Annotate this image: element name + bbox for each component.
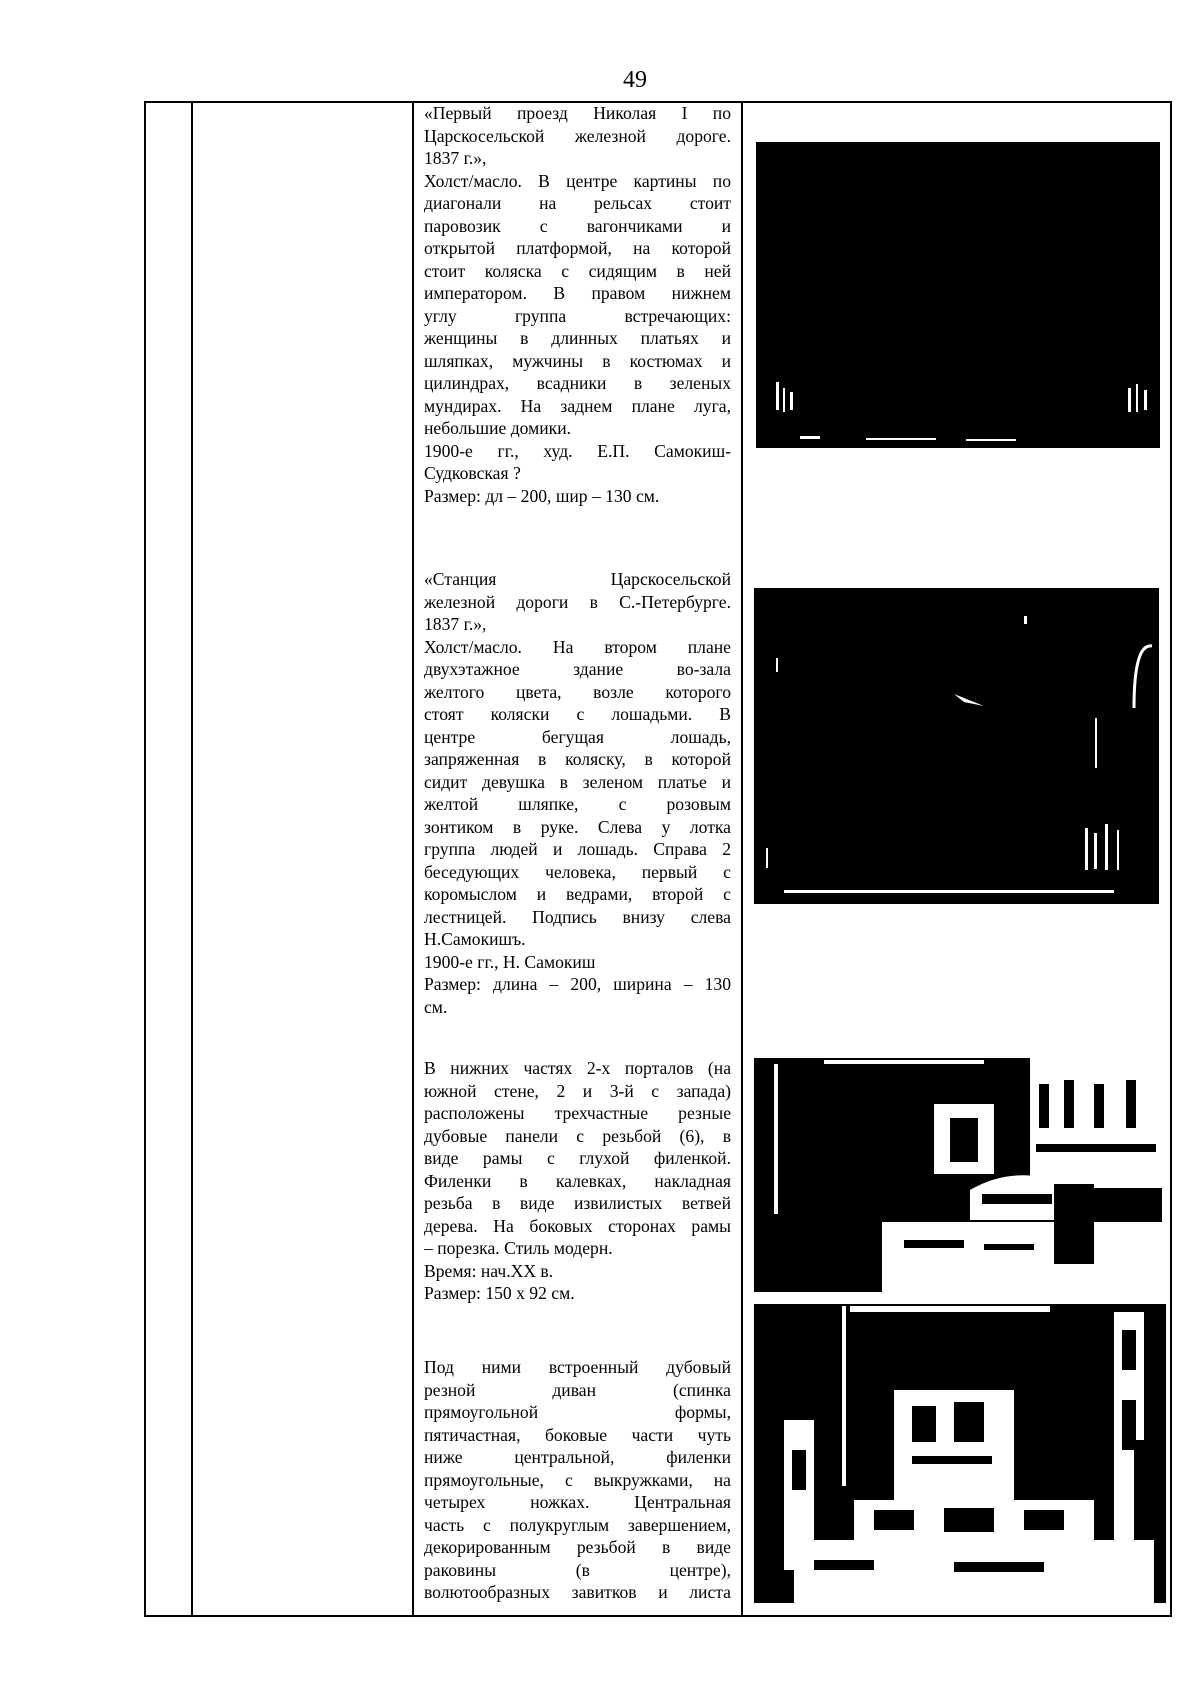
entry-description-1: [424, 102, 731, 507]
desc-line: волютообразных завитков и листа: [424, 1582, 731, 1602]
panel-photo: [754, 1044, 1162, 1292]
desc-line: углу группа встречающих:: [424, 305, 731, 326]
desc-line: центре бегущая лошадь,: [424, 726, 731, 747]
desc-line: Под ними встроенный дубовый: [424, 1357, 731, 1377]
desc-line: лестницей. Подпись внизу слева: [424, 906, 731, 927]
entry-description-3: [424, 1057, 731, 1305]
desc-line: беседующих человека, первый с: [424, 861, 731, 882]
desc-line: см.: [424, 996, 448, 1017]
desc-line: дубовые панели с резьбой (6), в: [424, 1125, 731, 1146]
painting-photo-1: [756, 142, 1160, 448]
desc-line: мундирах. На заднем плане луга,: [424, 395, 731, 416]
desc-line: императором. В правом нижнем: [424, 283, 731, 303]
desc-line: Царскосельской железной дороге.: [424, 125, 731, 146]
desc-line: Холст/масло. В центре картины по: [424, 170, 731, 191]
photo-detail: [754, 1300, 1166, 1603]
desc-line: ниже центральной, филенки: [424, 1447, 731, 1467]
desc-line: Холст/масло. На втором плане: [424, 636, 731, 657]
desc-line: 1837 г.»,: [424, 148, 487, 168]
desc-line: Размер: длина – 200, ширина – 130: [424, 974, 731, 994]
desc-line: цилиндрах, всадники в зеленых: [424, 373, 731, 393]
desc-line: стоят коляски с лошадьми. В: [424, 704, 731, 724]
desc-line: женщины в длинных платьях и: [424, 328, 731, 348]
desc-line: Н.Самокишъ.: [424, 929, 526, 949]
desc-line: Размер: 150 х 92 см.: [424, 1283, 575, 1303]
sofa-photo: [754, 1300, 1166, 1603]
desc-line: «Станция Царскосельской: [424, 569, 731, 589]
desc-line: часть с полукруглым завершением,: [424, 1514, 731, 1535]
desc-line: расположены трехчастные резные: [424, 1103, 731, 1123]
desc-line: виде рамы с глухой филенкой.: [424, 1148, 731, 1168]
desc-line: открытой платформой, на которой: [424, 238, 731, 258]
desc-line: Филенки в калевках, накладная: [424, 1170, 731, 1191]
desc-line: диагонали на рельсах стоит: [424, 193, 731, 213]
desc-line: 1900-е гг., худ. Е.П. Самокиш-: [424, 440, 731, 461]
desc-line: группа людей и лошадь. Справа 2: [424, 839, 731, 859]
desc-line: двухэтажное здание во-зала: [424, 659, 731, 679]
photo-detail: [756, 142, 1160, 448]
desc-line: резьба в виде извилистых ветвей: [424, 1193, 731, 1213]
desc-line: Судковская ?: [424, 463, 521, 483]
column-divider: [741, 103, 743, 1615]
desc-line: стоит коляска с сидящим в ней: [424, 260, 731, 281]
desc-line: прямоугольные, с выкружками, на: [424, 1469, 731, 1490]
desc-line: пятичастная, боковые части чуть: [424, 1424, 731, 1445]
desc-line: В нижних частях 2-х порталов (на: [424, 1058, 731, 1078]
photo-detail: [754, 588, 1159, 904]
desc-line: «Первый проезд Николая I по: [424, 103, 731, 123]
desc-line: Время: нач.XX в.: [424, 1260, 554, 1281]
desc-line: зонтиком в руке. Слева у лотка: [424, 816, 731, 837]
entry-description-2: [424, 568, 731, 1018]
desc-line: желтого цвета, возле которого: [424, 681, 731, 702]
desc-line: четырех ножках. Центральная: [424, 1492, 731, 1512]
desc-line: южной стене, 2 и 3-й с запада): [424, 1080, 731, 1101]
page-number: 49: [623, 67, 647, 93]
desc-line: раковины (в центре),: [424, 1559, 731, 1580]
desc-line: резной диван (спинка: [424, 1379, 731, 1400]
desc-line: паровозик с вагончиками и: [424, 215, 731, 236]
photo-detail: [754, 1044, 1162, 1292]
desc-line: декорированным резьбой в виде: [424, 1537, 731, 1557]
desc-line: дерева. На боковых сторонах рамы: [424, 1215, 731, 1236]
entry-description-4: [424, 1356, 731, 1604]
desc-line: 1837 г.»,: [424, 614, 487, 634]
desc-line: запряженная в коляску, в которой: [424, 749, 731, 769]
desc-line: сидит девушка в зеленом платье и: [424, 771, 731, 792]
desc-line: желтой шляпке, с розовым: [424, 794, 731, 814]
column-divider: [412, 103, 414, 1615]
desc-line: шляпках, мужчины в костюмах и: [424, 350, 731, 371]
desc-line: 1900-е гг., Н. Самокиш: [424, 951, 596, 972]
desc-line: небольшие домики.: [424, 418, 572, 438]
desc-line: коромыслом и ведрами, второй с: [424, 884, 731, 904]
painting-photo-2: [754, 588, 1159, 904]
desc-line: – порезка. Стиль модерн.: [424, 1238, 613, 1258]
desc-line: Размер: дл – 200, шир – 130 см.: [424, 485, 660, 506]
desc-line: прямоугольной формы,: [424, 1402, 731, 1422]
column-divider: [191, 103, 193, 1615]
desc-line: железной дороги в С.-Петербурге.: [424, 591, 731, 612]
